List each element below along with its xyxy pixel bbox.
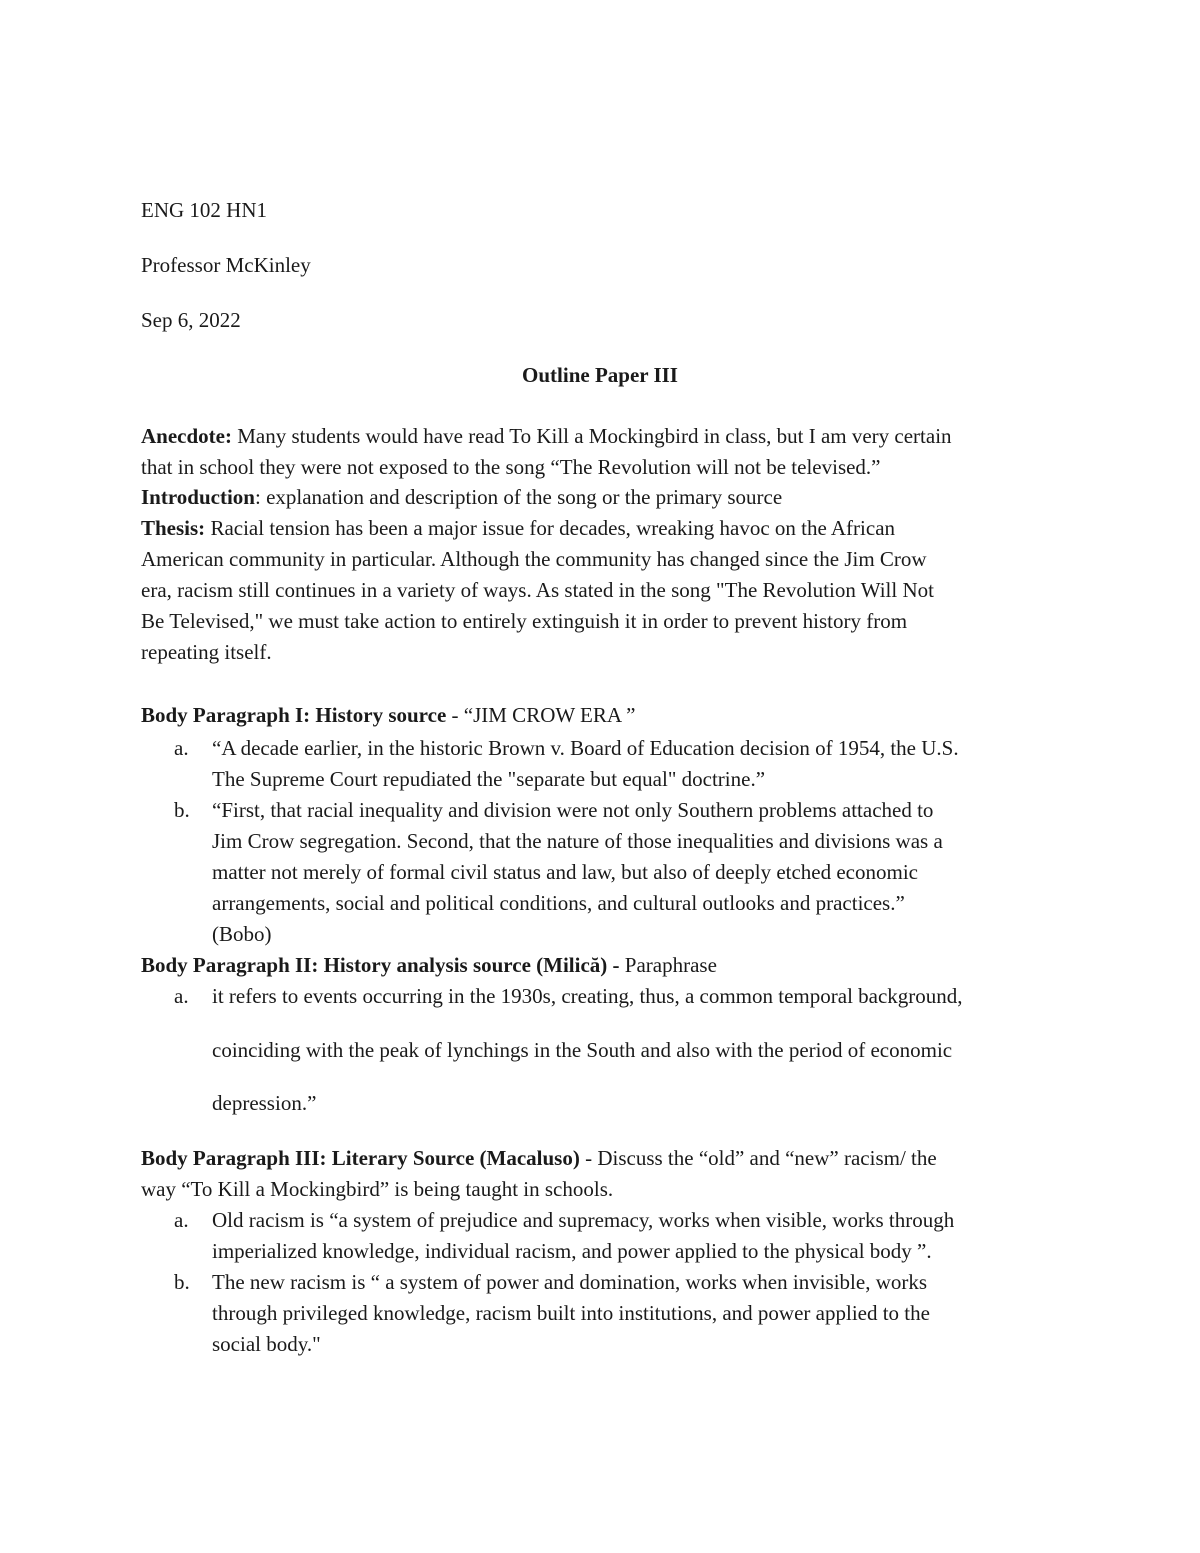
body1-item-b-line-5: (Bobo) xyxy=(212,922,272,946)
body2-heading xyxy=(141,950,717,981)
body3-item-a-line-1: Old racism is “a system of prejudice and supremacy, works when visible, works through xyxy=(212,1208,955,1232)
body2-rest: Paraphrase xyxy=(619,953,717,977)
introduction-label: Introduction xyxy=(141,485,255,509)
body3-heading-line-2: way “To Kill a Mockingbird” is being taught in schools. xyxy=(141,1177,614,1201)
body1-item-b-line-1: “First, that racial inequality and division were not only Southern problems attached to xyxy=(212,798,934,822)
anecdote-text: Many students would have read To Kill a Mockingbird in class, but I am very certain xyxy=(231,424,952,448)
thesis-line-4: Be Televised," we must take action to entirely extinguish it in order to prevent history from xyxy=(141,609,908,633)
professor-name: Professor McKinley xyxy=(141,253,311,277)
thesis-line-2: American community in particular. Although the community has changed since the Jim Crow xyxy=(141,547,927,571)
thesis-line-5: repeating itself. xyxy=(141,640,272,664)
body3-label: Body Paragraph III: Literary Source (Macaluso) xyxy=(141,1146,580,1170)
anecdote-line-2: that in school they were not exposed to the song “The Revolution will not be televised.” xyxy=(141,455,881,479)
body2-item-a-line-2: coinciding with the peak of lynchings in the South and also with the period of economic xyxy=(212,1038,953,1062)
body1-item-b-marker: b. xyxy=(174,798,190,822)
body1-rest: - “JIM CROW ERA ” xyxy=(446,703,636,727)
date: Sep 6, 2022 xyxy=(141,308,241,332)
body3-item-a-marker: a. xyxy=(174,1208,189,1232)
body1-label: Body Paragraph I: History source xyxy=(141,703,447,727)
thesis-line-3: era, racism still continues in a variety of ways. As stated in the song "The Revolution Will Not xyxy=(141,578,934,602)
body3-item-b-marker: b. xyxy=(174,1270,190,1294)
body3-item-b-line-2: through privileged knowledge, racism built into institutions, and power applied to the xyxy=(212,1301,930,1325)
body1-item-b-line-3: matter not merely of formal civil status and law, but also of deeply etched economic xyxy=(212,860,918,884)
body1-heading xyxy=(141,700,635,731)
body2-label: Body Paragraph II: History analysis source (Milică) - xyxy=(141,953,620,977)
thesis-label: Thesis: xyxy=(141,516,206,540)
body1-item-b-line-2: Jim Crow segregation. Second, that the nature of those inequalities and divisions was a xyxy=(212,829,943,853)
body3-heading xyxy=(141,1143,937,1174)
thesis-line-1 xyxy=(141,513,895,544)
body3-item-b-line-3: social body." xyxy=(212,1332,321,1356)
body2-item-a-line-3: depression.” xyxy=(212,1091,317,1115)
body1-item-a-marker: a. xyxy=(174,736,189,760)
body2-item-a-line-1: it refers to events occurring in the 1930s, creating, thus, a common temporal background, xyxy=(212,984,963,1008)
body2-item-a-marker: a. xyxy=(174,984,189,1008)
anecdote-line-1 xyxy=(141,421,952,452)
body3-rest: - Discuss the “old” and “new” racism/ the xyxy=(579,1146,937,1170)
body1-item-b-line-4: arrangements, social and political conditions, and cultural outlooks and practices.” xyxy=(212,891,905,915)
body3-item-b-line-1: The new racism is “ a system of power and domination, works when invisible, works xyxy=(212,1270,928,1294)
body3-item-a-line-2: imperialized knowledge, individual racism, and power applied to the physical body ”. xyxy=(212,1239,932,1263)
page-title: Outline Paper III xyxy=(522,363,678,387)
anecdote-label: Anecdote: xyxy=(141,424,232,448)
course-code: ENG 102 HN1 xyxy=(141,198,267,222)
introduction-line xyxy=(141,482,782,513)
body1-item-a-line-2: The Supreme Court repudiated the "separate but equal" doctrine.” xyxy=(212,767,766,791)
body1-item-a-line-1: “A decade earlier, in the historic Brown v. Board of Education decision of 1954, the U.S. xyxy=(212,736,959,760)
thesis-text: Racial tension has been a major issue for decades, wreaking havoc on the African xyxy=(205,516,896,540)
introduction-text: : explanation and description of the song or the primary source xyxy=(254,485,783,509)
